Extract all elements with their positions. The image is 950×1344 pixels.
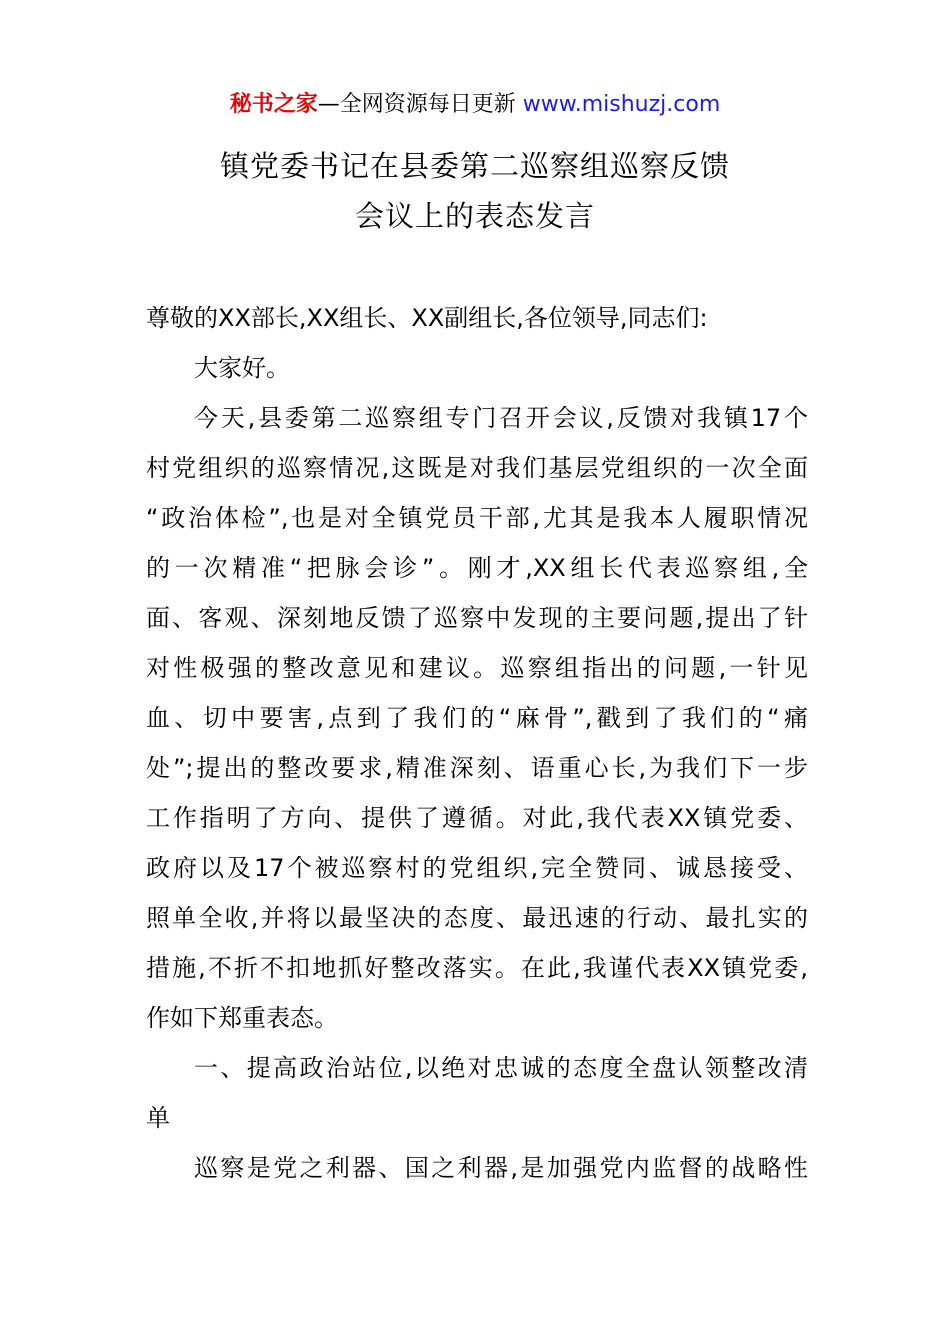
paragraph-line: 的一次精准“把脉会诊”。刚才,XX组长代表巡察组,全	[146, 554, 808, 582]
paragraph-line: 村党组织的巡察情况,这既是对我们基层党组织的一次全面	[146, 454, 808, 482]
paragraph-line: 作如下郑重表态。	[146, 1004, 338, 1032]
paragraph-line: 措施,不折不扣地抓好整改落实。在此,我谨代表XX镇党委,	[146, 954, 808, 982]
document-title-line-2: 会议上的表态发言	[354, 199, 595, 233]
site-tagline: —全网资源每日更新	[317, 92, 523, 117]
paragraph-line: 对性极强的整改意见和建议。巡察组指出的问题,一针见	[146, 654, 808, 682]
site-header	[0, 88, 950, 122]
paragraph-line: 工作指明了方向、提供了遵循。对此,我代表XX镇党委、	[146, 804, 808, 832]
paragraph-line: 巡察是党之利器、国之利器,是加强党内监督的战略性	[194, 1154, 808, 1182]
paragraph-line: 处”;提出的整改要求,精准深刻、语重心长,为我们下一步	[146, 754, 808, 782]
section-heading-line: 一、提高政治站位,以绝对忠诚的态度全盘认领整改清	[194, 1054, 808, 1082]
paragraph-line: 今天,县委第二巡察组专门召开会议,反馈对我镇17个	[194, 404, 808, 432]
paragraph-line: 照单全收,并将以最坚决的态度、最迅速的行动、最扎实的	[146, 904, 808, 932]
site-url-link[interactable]: www.mishuzj.com	[522, 92, 721, 117]
paragraph-line: “政治体检”,也是对全镇党员干部,尤其是我本人履职情况	[146, 504, 808, 532]
document-body	[146, 293, 808, 1193]
paragraph-line: 面、客观、深刻地反馈了巡察中发现的主要问题,提出了针	[146, 604, 808, 632]
salutation-line: 尊敬的XX部长,XX组长、XX副组长,各位领导,同志们:	[146, 304, 708, 332]
paragraph-line: 血、切中要害,点到了我们的“麻骨”,戳到了我们的“痛	[146, 704, 808, 732]
paragraph-line: 政府以及17个被巡察村的党组织,完全赞同、诚恳接受、	[146, 854, 808, 882]
greeting-line: 大家好。	[194, 354, 290, 382]
section-heading-line: 单	[146, 1104, 170, 1132]
document-title-line-1: 镇党委书记在县委第二巡察组巡察反馈	[219, 149, 730, 183]
site-brand: 秘书之家	[229, 92, 318, 117]
